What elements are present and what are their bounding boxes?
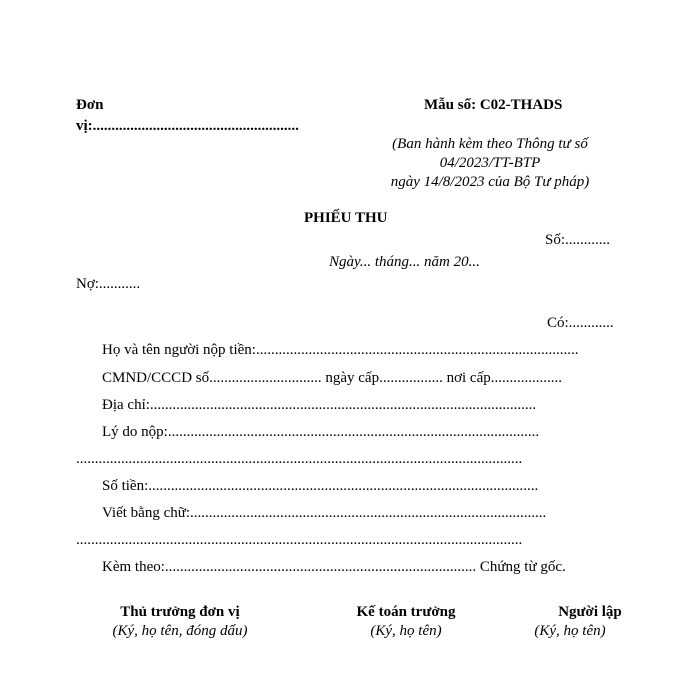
document-title: PHIẾU THU: [304, 210, 388, 226]
signature-note-head: (Ký, họ tên, đóng dấu): [112, 623, 248, 639]
issued-note-line3: ngày 14/8/2023 của Bộ Tư pháp): [390, 174, 590, 190]
unit-field: vị:.......................................................: [76, 118, 299, 134]
signature-title-head: Thủ trưởng đơn vị: [120, 604, 240, 620]
receipt-date: Ngày... tháng... năm 20...: [329, 254, 480, 270]
payer-name-field: Họ và tên người nộp tiền:......................................................................................: [102, 342, 579, 358]
debit-account: Nợ:...........: [76, 276, 141, 292]
amount-words-continuation: .......................................................................................................................: [76, 532, 523, 548]
attachments-field: Kèm theo:................................................................................... Chứng từ gốc.: [102, 559, 566, 575]
issued-note-line1: (Ban hành kèm theo Thông tư số: [392, 136, 588, 152]
reason-continuation: .......................................................................................................................: [76, 451, 523, 467]
reason-field: Lý do nộp:...................................................................................................: [102, 424, 540, 440]
signature-title-preparer: Người lập: [558, 604, 622, 620]
address-field: Địa chỉ:.......................................................................................................: [102, 397, 537, 413]
signature-title-accountant: Kế toán trưởng: [356, 604, 456, 620]
unit-label: Đơn: [76, 97, 104, 113]
amount-field: Số tiền:........................................................................................................: [102, 478, 539, 494]
amount-in-words-field: Viết bằng chữ:...............................................................................................: [102, 505, 547, 521]
signature-note-accountant: (Ký, họ tên): [370, 623, 442, 639]
receipt-number: Số:............: [545, 232, 611, 248]
signature-note-preparer: (Ký, họ tên): [534, 623, 606, 639]
issued-note-line2: 04/2023/TT-BTP: [439, 155, 541, 171]
form-number: Mẫu số: C02-THADS: [424, 97, 563, 113]
id-card-field: CMND/CCCD số.............................. ngày cấp................. nơi cấp...................: [102, 370, 562, 386]
credit-account: Có:............: [547, 315, 614, 331]
